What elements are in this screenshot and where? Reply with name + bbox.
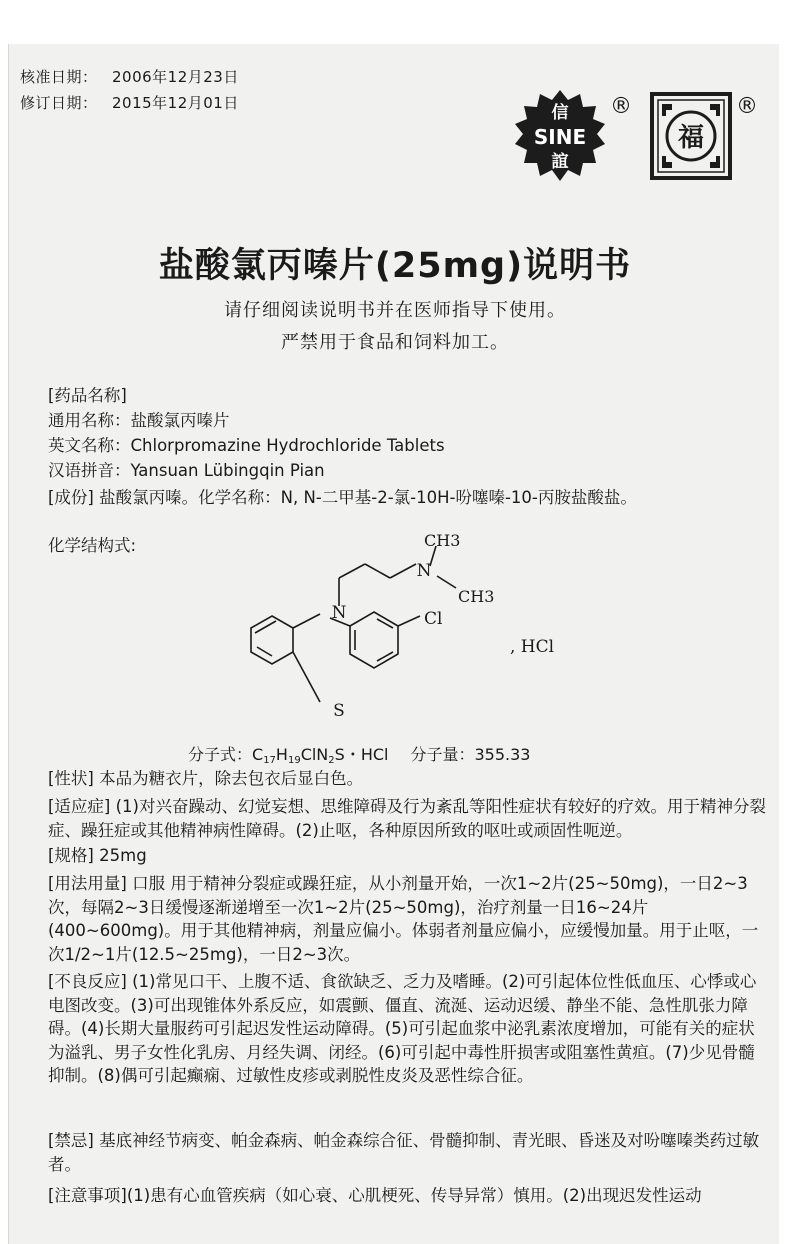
methyl-top-label: CH3 bbox=[424, 531, 461, 550]
molecular-formula-line bbox=[188, 742, 530, 766]
formula-h: H bbox=[275, 745, 288, 764]
subtitle-warning: 严禁用于食品和饲料加工。 bbox=[281, 332, 509, 353]
structure-label: 化学结构式: bbox=[48, 536, 137, 555]
ingredient-section: [成份] 盐酸氯丙嗪。化学名称：N, N-二甲基-2-氯-10H-吩噻嗪-10-丙胺盐酸盐。 bbox=[48, 488, 637, 507]
revision-date-label: 修订日期： bbox=[20, 94, 98, 112]
chlorine-label: Cl bbox=[424, 609, 443, 629]
formula-c-count: 17 bbox=[263, 755, 276, 766]
pinyin-name: 汉语拼音：Yansuan Lübingqin Pian bbox=[48, 461, 325, 480]
hcl-label: , HCl bbox=[510, 637, 555, 657]
sine-logo-top-char: 信 bbox=[551, 103, 569, 123]
adverse-reaction-section: [不良反应] (1)常见口干、上腹不适、食欲缺乏、乏力及嗜睡。(2)可引起体位性低血压、心悸或心电图改变。(3)可出现锥体外系反应，如震颤、僵直、流涎、运动迟缓、静坐不能、急性肌张力障碍。(4)长期大量服药可引起迟发性运动障碍。(5)可引起血浆中泌乳素浓度增加，可能有关的症状为溢乳、男子女性化乳房、月经失调、闭经。(6)可引起中毒性肝损害或阻塞性黄疸。(7)少见骨髓抑制。(8)偶可引起癫痫、过敏性皮疹或剥脱性皮炎及恶性综合征。 bbox=[48, 972, 757, 1086]
character-section: [性状] 本品为糖衣片，除去包衣后显白色。 bbox=[48, 769, 364, 788]
formula-n-count: 2 bbox=[328, 755, 335, 766]
molecular-weight-value: 355.33 bbox=[474, 745, 531, 764]
molecular-weight-label: 分子量： bbox=[410, 745, 475, 764]
registered-mark-2: ® bbox=[736, 94, 758, 119]
contraindication-section: [禁忌] 基底神经节病变、帕金森病、帕金森综合征、骨髓抑制、青光眼、昏迷及对吩噻嗪类药过敏者。 bbox=[48, 1131, 760, 1174]
formula-cln: ClN bbox=[300, 745, 329, 764]
subtitle-instruction: 请仔细阅读说明书并在医师指导下使用。 bbox=[224, 300, 566, 321]
chemical-structure-diagram bbox=[240, 520, 600, 730]
specification-section: [规格] 25mg bbox=[48, 846, 147, 865]
revision-date-line bbox=[20, 92, 239, 113]
sine-logo-icon bbox=[512, 88, 608, 184]
registered-mark-1: ® bbox=[610, 94, 632, 119]
sine-logo-text: SINE bbox=[533, 125, 587, 149]
indication-section: [适应症] (1)对兴奋躁动、幻觉妄想、思维障碍及行为紊乱等阳性症状有较好的疗效。用于精神分裂症、躁狂症或其他精神病性障碍。(2)止呕，各种原因所致的呕吐或顽固性呃逆。 bbox=[48, 797, 766, 840]
approval-date-value: 2006年12月23日 bbox=[112, 68, 239, 86]
drug-name-header: [药品名称] bbox=[48, 386, 127, 405]
formula-h-count: 19 bbox=[287, 755, 301, 766]
formula-rest: S・HCl bbox=[334, 745, 389, 764]
fu-seal-logo-icon bbox=[650, 92, 732, 180]
ring-nitrogen-label: N bbox=[331, 603, 347, 623]
precaution-section: [注意事项](1)患有心血管疾病（如心衰、心肌梗死、传导异常）慎用。(2)出现迟发性运动 bbox=[48, 1186, 702, 1205]
formula-label: 分子式： bbox=[188, 745, 253, 764]
generic-name: 通用名称：盐酸氯丙嗪片 bbox=[48, 411, 230, 430]
sine-logo-bottom-char: 誼 bbox=[551, 152, 569, 172]
approval-date-line bbox=[20, 66, 239, 87]
fu-seal-char: 福 bbox=[677, 123, 705, 153]
ring-sulfur-label: S bbox=[333, 701, 345, 721]
document-title: 盐酸氯丙嗪片(25mg)说明书 bbox=[158, 246, 632, 286]
amine-nitrogen-label: N bbox=[416, 561, 432, 581]
dosage-section: [用法用量] 口服 用于精神分裂症或躁狂症，从小剂量开始，一次1~2片(25~50mg)，一日2~3次，每隔2~3日缓慢逐渐递增至一次1~2片(25~50mg)，治疗剂量一日16~24片 (400~600mg)。用于其他精神病，剂量应偏小。体弱者剂量应偏小，应缓慢加量。用于止呕，一次1/2~1片(12.5~25mg)，一日2~3次。 bbox=[48, 874, 759, 964]
approval-date-label: 核准日期： bbox=[20, 68, 98, 86]
formula-c: C bbox=[252, 745, 264, 764]
methyl-bottom-label: CH3 bbox=[458, 587, 495, 606]
revision-date-value: 2015年12月01日 bbox=[112, 94, 239, 112]
english-name: 英文名称：Chlorpromazine Hydrochloride Tablets bbox=[48, 436, 445, 455]
